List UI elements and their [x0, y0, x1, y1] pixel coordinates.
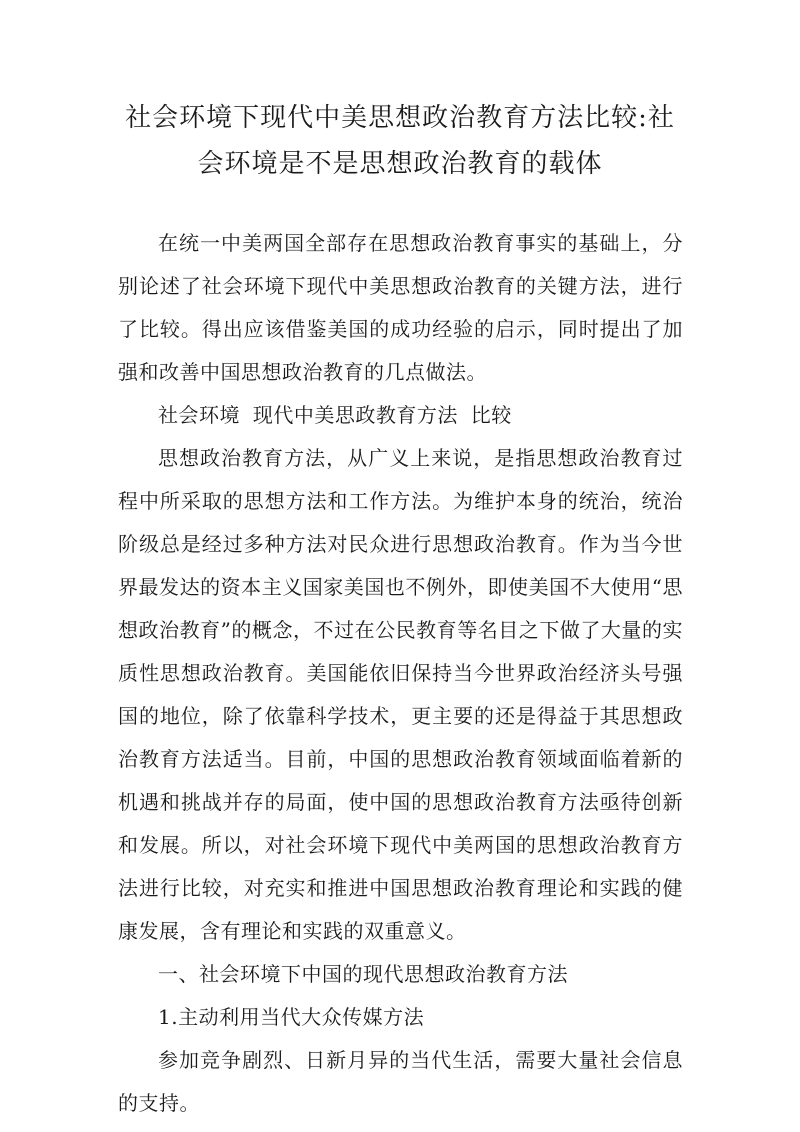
subsection-heading: 1.主动利用当代大众传媒方法: [158, 1005, 425, 1029]
document-title: 社会环境下现代中美思想政治教育方法比较:社会环境是不是思想政治教育的载体: [125, 103, 675, 179]
document-body: [118, 222, 683, 1125]
abstract-paragraph: 在统一中美两国全部存在思想政治教育事实的基础上，分别论述了社会环境下现代中美思想政治教育的关键方法，进行了比较。得出应该借鉴美国的成功经验的启示，同时提出了加强和改善中国思想政治教育的几点做法。: [118, 231, 683, 384]
keywords-paragraph: 社会环境 现代中美思政教育方法 比较: [158, 403, 512, 427]
body-paragraph: 参加竞争剧烈、日新月异的当代生活，需要大量社会信息的支持。: [118, 1048, 683, 1115]
section-heading: 一、社会环境下中国的现代思想政治教育方法: [158, 962, 568, 986]
intro-paragraph: 思想政治教育方法，从广义上来说，是指思想政治教育过程中所采取的思想方法和工作方法。为维护本身的统治，统治阶级总是经过多种方法对民众进行思想政治教育。作为当今世界最发达的资本主义国家美国也不例外，即使美国不大使用“思想政治教育”的概念，不过在公民教育等名目之下做了大量的实质性思想政治教育。美国能依旧保持当今世界政治经济头号强国的地位，除了依靠科学技术，更主要的还是得益于其思想政治教育方法适当。目前，中国的思想政治教育领域面临着新的机遇和挑战并存的局面，使中国的思想政治教育方法亟待创新和发展。所以，对社会环境下现代中美两国的思想政治教育方法进行比较，对充实和推进中国思想政治教育理论和实践的健康发展，含有理论和实践的双重意义。: [118, 446, 683, 943]
